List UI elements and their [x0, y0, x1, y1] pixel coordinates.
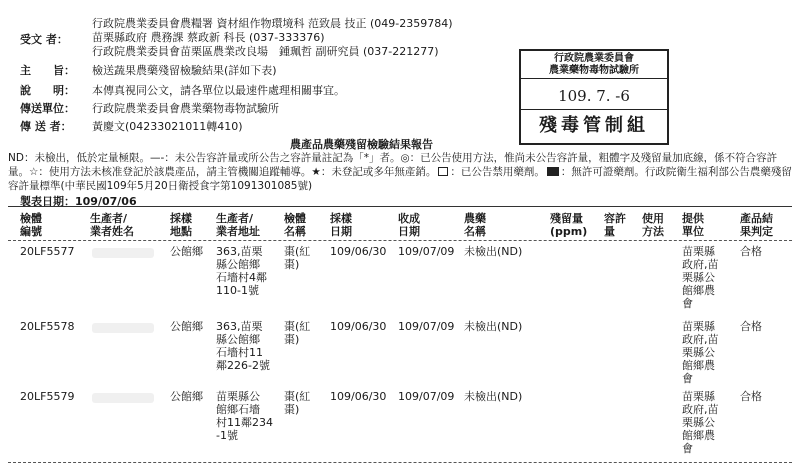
desc-label: 說 明： [20, 84, 75, 97]
table-bottom-rule [8, 462, 792, 463]
cell-id: 20LF5577 [20, 245, 75, 258]
cell-pesticide: 未檢出(ND) [464, 390, 523, 403]
table-top-rule [8, 206, 792, 207]
sender-line: 行政院農業委員會農糧署 資材組作物環境科 范致晨 技正 (049-2359784) [92, 17, 453, 30]
col-header-item: 檢體 名稱 [284, 212, 306, 238]
col-header-id: 檢體 編號 [20, 212, 42, 238]
col-header-tolerance: 容許 量 [604, 212, 626, 238]
col-header-residue: 殘留量 (ppm) [550, 212, 588, 238]
col-header-pesticide: 農藥 名稱 [464, 212, 486, 238]
desc-text: 本傳真視同公文，請各單位以最速件處理相關事宜。 [92, 84, 345, 97]
recipient-2: 行政院農業委員會苗栗區農業改良場 鍾珮哲 副研究員 (037-221277) [92, 45, 439, 58]
stamp-head: 行政院農業委員會 農業藥物毒物試驗所 [521, 51, 667, 79]
col-header-unit: 提供 單位 [682, 212, 704, 238]
cell-place: 公館鄉 [170, 320, 203, 333]
col-header-harvest-date: 收成 日期 [398, 212, 420, 238]
cell-result: 合格 [740, 245, 762, 258]
cell-item: 棗(紅 棗) [284, 320, 311, 346]
col-header-result: 產品結 果判定 [740, 212, 773, 238]
table-header-rule [8, 240, 792, 241]
cell-address: 363,苗栗 縣公館鄉 石墻村4鄰 110-1號 [216, 245, 267, 297]
legend-part-3: ：無許可證藥劑。行政院衛生福利部公告農藥殘留容許量標準(中華民國109年5月20日衛授食字第1091301085號) [8, 166, 792, 192]
from-text: 行政院農業委員會農業藥物毒物試驗所 [92, 102, 279, 115]
recipient-1: 苗栗縣政府 農務課 蔡政新 科長 (037-333376) [92, 31, 325, 44]
col-header-address: 生產者/ 業者地址 [216, 212, 260, 238]
cell-harvest-date: 109/07/09 [398, 320, 455, 333]
sender-label: 傳 送 者： [20, 120, 72, 133]
banned-box-icon [438, 167, 448, 176]
cell-place: 公館鄉 [170, 245, 203, 258]
cell-address: 363,苗栗 縣公館鄉 石墻村11 鄰226-2號 [216, 320, 270, 372]
cell-sample-date: 109/06/30 [330, 390, 387, 403]
cell-id: 20LF5578 [20, 320, 75, 333]
legend-part-1: ND：未檢出，低於定量極限。—-：未公告容許量或所公告之容許量註記為「*」者。◎：已公告使用方法，惟尚未公告容許量，粗體字及殘留量加底線，係不符合容許量。☆：使用方法未核准登記於該農產品，請主管機關追蹤輔導。★：未登記或多年無產銷。 [8, 152, 778, 178]
cell-pesticide: 未檢出(ND) [464, 245, 523, 258]
col-header-place: 採樣 地點 [170, 212, 192, 238]
cell-harvest-date: 109/07/09 [398, 390, 455, 403]
cell-address: 苗栗縣公 館鄉石墻 村11鄰234 -1號 [216, 390, 273, 442]
cell-unit: 苗栗縣 政府,苗 栗縣公 館鄉農 會 [682, 320, 719, 385]
cell-item: 棗(紅 棗) [284, 390, 311, 416]
redacted-producer [92, 393, 154, 403]
col-header-method: 使用 方法 [642, 212, 664, 238]
cell-pesticide: 未檢出(ND) [464, 320, 523, 333]
stamp-date: 109. 7. -6 [558, 87, 630, 105]
cell-harvest-date: 109/07/09 [398, 245, 455, 258]
subject-text: 檢送蔬果農藥殘留檢驗結果(詳如下表) [92, 64, 277, 77]
cell-unit: 苗栗縣 政府,苗 栗縣公 館鄉農 會 [682, 245, 719, 310]
recipient-label: 受文 者： [20, 33, 68, 46]
cell-id: 20LF5579 [20, 390, 75, 403]
redacted-producer [92, 323, 154, 333]
col-header-sample-date: 採樣 日期 [330, 212, 352, 238]
print-date: 製表日期：109/07/06 [20, 195, 137, 208]
cell-result: 合格 [740, 320, 762, 333]
legend [8, 151, 793, 193]
stamp-unit: 殘毒管制組 [521, 109, 667, 143]
col-header-producer: 生產者/ 業者姓名 [90, 212, 134, 238]
report-title: 農產品農藥殘留檢驗結果報告 [290, 138, 433, 151]
subject-label: 主 旨： [20, 64, 75, 77]
cell-sample-date: 109/06/30 [330, 320, 387, 333]
legend-part-2: ：已公告禁用藥劑。 [450, 166, 545, 178]
cell-item: 棗(紅 棗) [284, 245, 311, 271]
cell-sample-date: 109/06/30 [330, 245, 387, 258]
from-label: 傳送單位： [20, 102, 75, 115]
redacted-producer [92, 248, 154, 258]
received-stamp [519, 49, 669, 145]
cell-unit: 苗栗縣 政府,苗 栗縣公 館鄉農 會 [682, 390, 719, 455]
unlicensed-fill-icon [547, 167, 559, 176]
cell-place: 公館鄉 [170, 390, 203, 403]
cell-result: 合格 [740, 390, 762, 403]
sender-text: 黃慶文(04233021011轉410) [92, 120, 243, 133]
